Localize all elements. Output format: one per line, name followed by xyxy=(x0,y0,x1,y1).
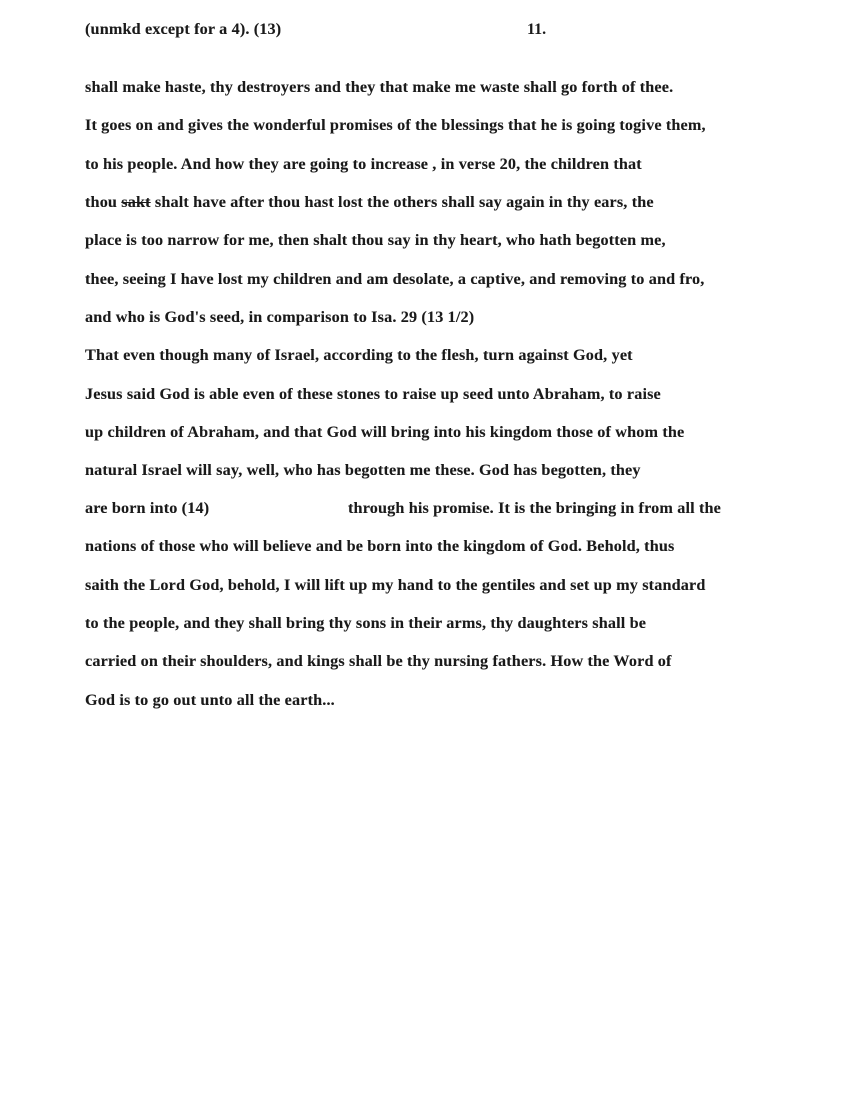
text-line: God is to go out unto all the earth... xyxy=(85,691,335,709)
text-line: nations of those who will believe and be born into the kingdom of God. Behold, thus xyxy=(85,537,675,555)
text-line: carried on their shoulders, and kings shall be thy nursing fathers. How the Word of xyxy=(85,652,672,670)
text-line: saith the Lord God, behold, I will lift up my hand to the gentiles and set up my standard xyxy=(85,576,706,594)
text-line: place is too narrow for me, then shalt thou say in thy heart, who hath begotten me, xyxy=(85,231,666,249)
text-fragment: are born into (14) xyxy=(85,499,210,517)
header-note: (unmkd except for a 4). (13) xyxy=(85,20,282,38)
text-line: natural Israel will say, well, who has begotten me these. God has begotten, they xyxy=(85,461,641,479)
page-number: 11. xyxy=(527,21,547,38)
text-line: Jesus said God is able even of these stones to raise up seed unto Abraham, to raise xyxy=(85,385,661,403)
text-fragment: thou xyxy=(85,193,118,211)
text-line xyxy=(85,499,209,518)
text-line: It goes on and gives the wonderful promises of the blessings that he is going togive them, xyxy=(85,116,706,134)
text-fragment: shalt have after thou hast lost the others shall say again in thy ears, the xyxy=(154,193,654,211)
text-line: That even though many of Israel, according to the flesh, turn against God, yet xyxy=(85,346,633,364)
text-line: thee, seeing I have lost my children and am desolate, a captive, and removing to and fro, xyxy=(85,270,705,288)
text-line: to the people, and they shall bring thy sons in their arms, thy daughters shall be xyxy=(85,614,647,632)
text-line xyxy=(85,193,654,212)
text-line: up children of Abraham, and that God will bring into his kingdom those of whom the xyxy=(85,423,685,441)
text-line-continuation: through his promise. It is the bringing in from all the xyxy=(348,499,721,517)
text-line: to his people. And how they are going to increase , in verse 20, the children that xyxy=(85,155,642,173)
text-line: shall make haste, thy destroyers and they that make me waste shall go forth of thee. xyxy=(85,78,674,96)
text-line: and who is God's seed, in comparison to Isa. 29 (13 1/2) xyxy=(85,308,475,326)
struck-word: sakt xyxy=(121,193,151,211)
